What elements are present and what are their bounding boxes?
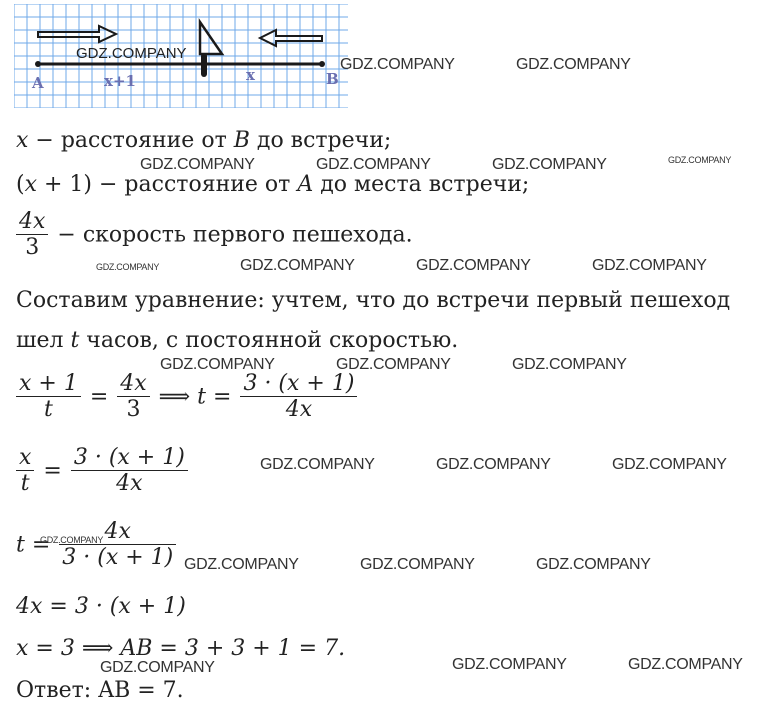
flag-triangle-icon — [200, 22, 222, 54]
text-part: − расстояние от — [28, 128, 234, 153]
watermark: GDZ.COMPANY — [628, 656, 743, 673]
text-part: − скорость первого пешехода. — [50, 222, 413, 248]
fraction-denominator: 3 · (x + 1) — [62, 545, 174, 570]
watermark: GDZ.COMPANY — [668, 155, 732, 165]
arrow-right-icon — [38, 26, 116, 42]
watermark: GDZ.COMPANY — [140, 156, 255, 173]
watermark: GDZ.COMPANY — [612, 456, 727, 473]
equation-3 — [16, 520, 178, 571]
watermark: GDZ.COMPANY — [184, 556, 299, 573]
text-part: ( — [16, 172, 25, 197]
var-x: x — [24, 172, 38, 197]
watermark: GDZ.COMPANY — [100, 659, 215, 676]
watermark: GDZ.COMPANY — [96, 262, 160, 272]
label-point-b: B — [326, 70, 339, 88]
watermark: GDZ.COMPANY — [452, 656, 567, 673]
fraction-denominator: 4x — [285, 397, 313, 422]
fraction-numerator: 3 · (x + 1) — [240, 372, 357, 397]
line-distance-b — [16, 128, 391, 154]
watermark: GDZ.COMPANY — [592, 257, 707, 274]
fraction — [59, 520, 176, 571]
fraction-denominator: 4x — [116, 471, 143, 496]
watermark: GDZ.COMPANY — [516, 56, 631, 73]
var-b: B — [233, 128, 250, 153]
watermark: GDZ.COMPANY — [512, 356, 627, 373]
label-point-a: A — [32, 74, 44, 92]
text-part: часов, с постоянной скоростью. — [79, 328, 459, 353]
point-a-dot — [35, 61, 41, 67]
fraction — [71, 446, 188, 497]
operator: ⟹ t = — [151, 384, 239, 410]
fraction-speed — [16, 210, 48, 261]
var-x: x — [16, 128, 29, 153]
line-time — [16, 328, 458, 354]
fraction — [117, 372, 149, 423]
text-part: Ответ: AB = 7. — [16, 678, 184, 703]
watermark: GDZ.COMPANY — [536, 556, 651, 573]
equation-1 — [14, 372, 359, 423]
text-part: + 1) − расстояние от — [37, 172, 298, 197]
watermark: GDZ.COMPANY — [240, 257, 355, 274]
label-x: x — [246, 66, 255, 84]
operator: = — [36, 458, 69, 484]
text-part: до места встречи; — [313, 172, 530, 197]
fraction-numerator: 4x — [117, 372, 149, 397]
line-speed — [14, 210, 413, 261]
fraction-numerator: 4x — [16, 210, 48, 235]
operator: = — [82, 384, 116, 410]
fraction-numerator: 3 · (x + 1) — [71, 446, 188, 471]
fraction-denominator: 3 — [126, 397, 141, 422]
text-part: Составим уравнение: учтем, что до встречи первый пешеход — [16, 288, 731, 313]
fraction-numerator: x + 1 — [16, 372, 81, 397]
watermark: GDZ.COMPANY — [316, 156, 431, 173]
text-part: 4x = 3 · (x + 1) — [16, 594, 186, 619]
var-a: A — [297, 172, 314, 197]
operator: t = — [16, 532, 58, 558]
text-part: x = 3 ⟹ AB = 3 + 3 + 1 = 7. — [16, 636, 346, 661]
fraction-denominator: t — [20, 471, 30, 496]
watermark: GDZ.COMPANY — [340, 56, 455, 73]
text-part: до встречи; — [249, 128, 392, 153]
watermark: GDZ.COMPANY — [260, 456, 375, 473]
label-x-plus-1: x+1 — [104, 72, 136, 90]
fraction — [16, 372, 81, 423]
equation-4 — [16, 594, 186, 620]
watermark: GDZ.COMPANY — [492, 156, 607, 173]
fraction-denominator: 3 — [25, 235, 40, 260]
watermark: GDZ.COMPANY — [336, 356, 451, 373]
diagram-segment-ab — [14, 4, 348, 108]
fraction-numerator: x — [16, 446, 34, 471]
line-compose-equation — [16, 288, 730, 314]
text-part: шел — [16, 328, 71, 353]
point-b-dot — [319, 61, 325, 67]
watermark: GDZ.COMPANY — [40, 535, 104, 545]
var-t: t — [70, 328, 80, 353]
watermark: GDZ.COMPANY — [160, 356, 275, 373]
answer-line — [16, 678, 184, 704]
line-distance-a — [16, 172, 529, 198]
fraction — [16, 446, 34, 497]
figure-watermark: GDZ.COMPANY — [76, 45, 187, 62]
equation-2 — [14, 446, 190, 497]
watermark: GDZ.COMPANY — [360, 556, 475, 573]
watermark: GDZ.COMPANY — [416, 257, 531, 274]
fraction — [240, 372, 357, 423]
fraction-denominator: t — [43, 397, 53, 422]
fraction-numerator: 4x — [59, 520, 176, 545]
watermark: GDZ.COMPANY — [436, 456, 551, 473]
